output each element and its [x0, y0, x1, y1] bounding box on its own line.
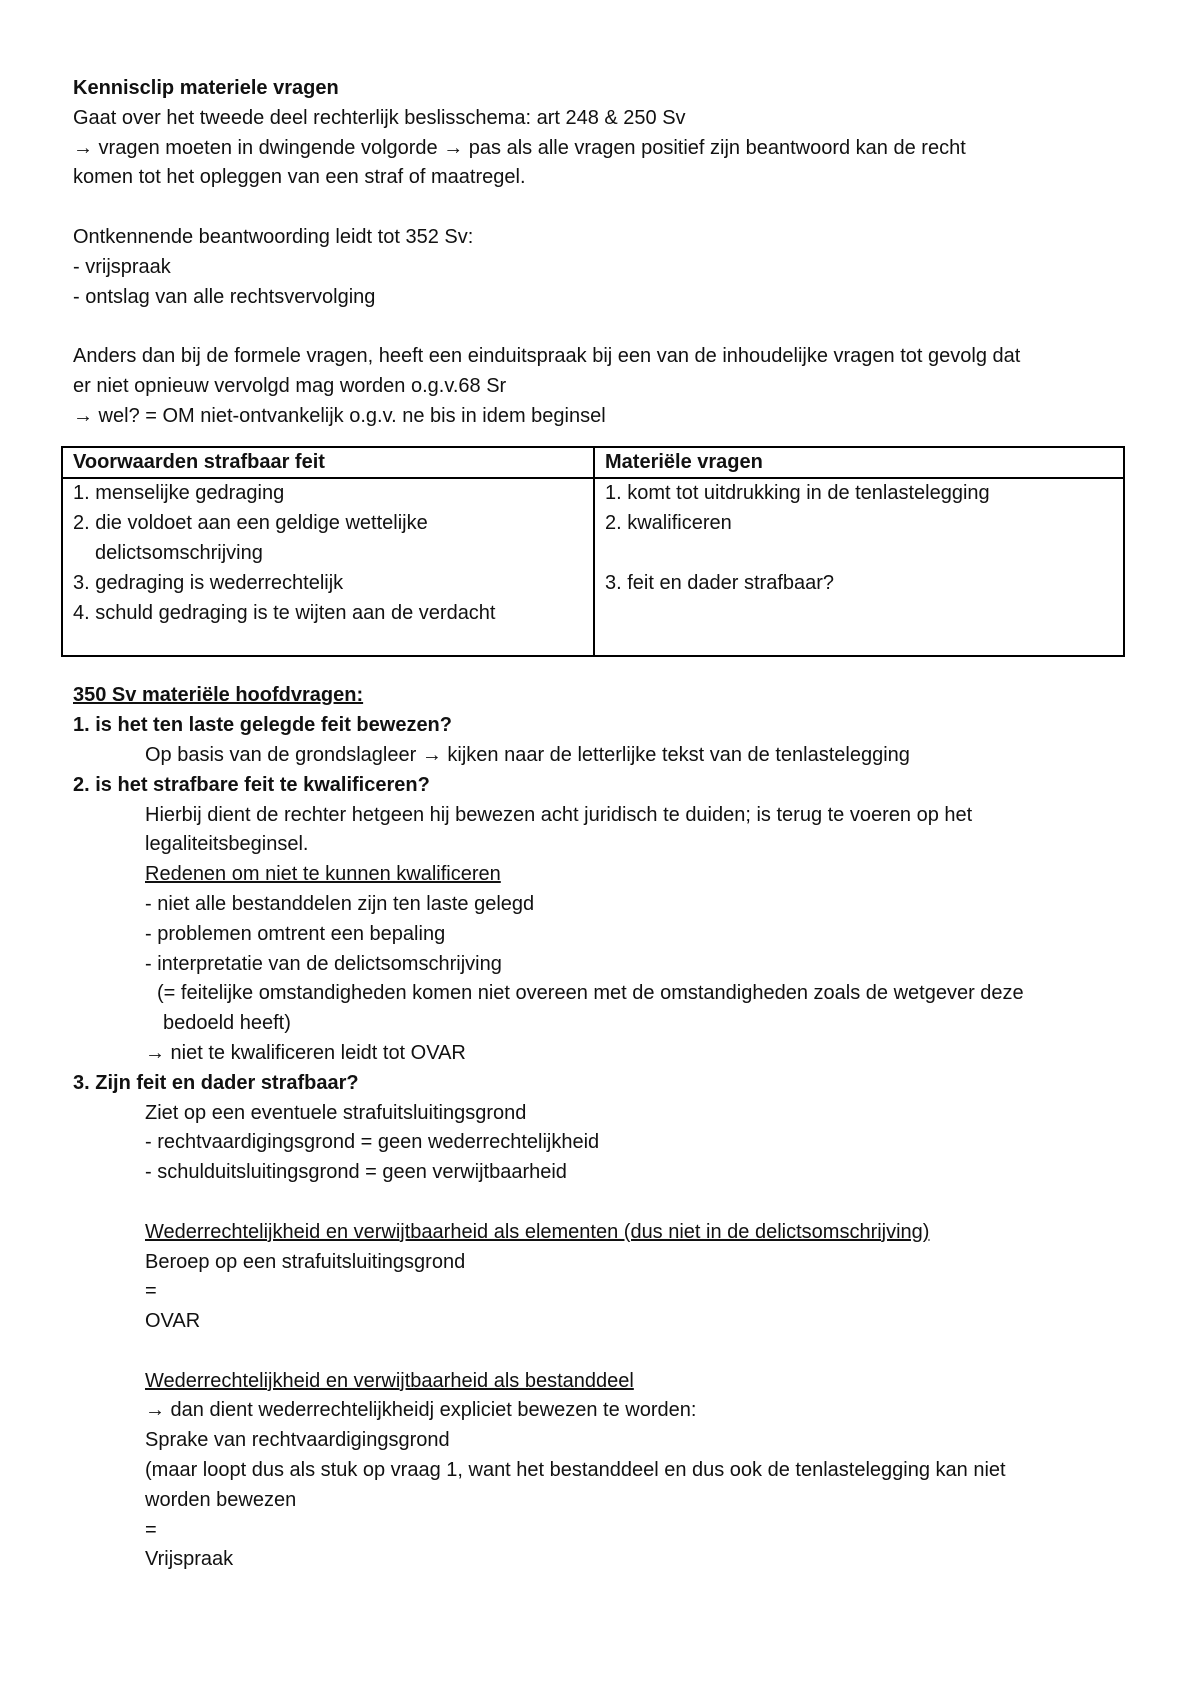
reason-note: bedoeld heeft) — [163, 1012, 291, 1035]
formal-line: → wel? = OM niet-ontvankelijk o.g.v. ne bis in idem beginsel — [73, 404, 606, 427]
reasons-heading: Redenen om niet te kunnen kwalificeren — [145, 863, 501, 886]
component-heading: Wederrechtelijkheid en verwijtbaarheid als bestanddeel — [145, 1369, 634, 1392]
intro-line: → vragen moeten in dwingende volgorde → pas als alle vragen positief zijn beantwoord kan de recht — [73, 136, 966, 159]
formal-line: er niet opnieuw vervolgd mag worden o.g.v.68 Sr — [73, 374, 507, 397]
elements-line: Beroep op een strafuitsluitingsgrond — [145, 1250, 466, 1273]
question-3-text: - schulduitsluitingsgrond = geen verwijtbaarheid — [145, 1161, 567, 1184]
negative-item: - vrijspraak — [73, 255, 171, 278]
elements-heading: Wederrechtelijkheid en verwijtbaarheid als elementen (dus niet in de delictsomschrijving) — [145, 1220, 930, 1243]
component-line: Sprake van rechtvaardigingsgrond — [145, 1429, 450, 1452]
document-page — [73, 74, 1133, 1575]
condition-item: 1. menselijke gedraging — [73, 482, 285, 505]
question-2-conclusion: → niet te kwalificeren leidt tot OVAR — [145, 1041, 466, 1064]
questions-cell — [594, 478, 1124, 656]
question-item: 1. komt tot uitdrukking in de tenlastelegging — [605, 482, 990, 505]
component-line: → dan dient wederrechtelijkheidj expliciet bewezen te worden: — [145, 1399, 697, 1422]
reason-item: - niet alle bestanddelen zijn ten laste gelegd — [145, 892, 535, 915]
negative-item: - ontslag van alle rechtsvervolging — [73, 285, 376, 308]
question-1-text: Op basis van de grondslagleer → kijken naar de letterlijke tekst van de tenlastelegging — [145, 743, 910, 766]
section-heading: 350 Sv materiële hoofdvragen: — [73, 684, 364, 707]
question-item: 3. feit en dader strafbaar? — [605, 571, 835, 594]
question-3-text: - rechtvaardigingsgrond = geen wederrechtelijkheid — [145, 1131, 600, 1154]
elements-line: OVAR — [145, 1310, 201, 1333]
question-2-text: legaliteitsbeginsel. — [145, 833, 309, 856]
condition-item: 2. die voldoet aan een geldige wettelijke — [73, 512, 428, 535]
question-3-text: Ziet op een eventuele strafuitsluitingsgrond — [145, 1101, 527, 1124]
question-item: 2. kwalificeren — [605, 512, 732, 535]
condition-item: delictsomschrijving — [95, 541, 263, 564]
question-2-text: Hierbij dient de rechter hetgeen hij bewezen acht juridisch te duiden; is terug te voeren op het — [145, 803, 973, 826]
formal-line: Anders dan bij de formele vragen, heeft een einduitspraak bij een van de inhoudelijke vragen tot gevolg dat — [73, 345, 1021, 368]
condition-item: 3. gedraging is wederrechtelijk — [73, 571, 344, 594]
question-2-title: 2. is het strafbare feit te kwalificeren? — [73, 773, 430, 796]
component-line: worden bewezen — [145, 1488, 297, 1511]
intro-line: Gaat over het tweede deel rechterlijk beslisschema: art 248 & 250 Sv — [73, 106, 686, 129]
condition-item: 4. schuld gedraging is te wijten aan de verdacht — [73, 601, 496, 624]
conditions-cell — [62, 478, 594, 656]
elements-line: = — [145, 1280, 157, 1303]
component-line: = — [145, 1518, 157, 1541]
reason-note: (= feitelijke omstandigheden komen niet overeen met de omstandigheden zoals de wetgever deze — [157, 982, 1024, 1005]
reason-item: - interpretatie van de delictsomschrijving — [145, 952, 502, 975]
comparison-table — [61, 446, 1125, 658]
question-1-title: 1. is het ten laste gelegde feit bewezen? — [73, 714, 452, 737]
component-line: (maar loopt dus als stuk op vraag 1, want het bestanddeel en dus ook de tenlastelegging kan niet — [145, 1459, 1006, 1482]
intro-line: komen tot het opleggen van een straf of maatregel. — [73, 166, 526, 189]
table-header-conditions: Voorwaarden strafbaar feit — [62, 447, 594, 479]
negative-heading: Ontkennende beantwoording leidt tot 352 Sv: — [73, 225, 474, 248]
table-header-questions: Materiële vragen — [594, 447, 1124, 479]
component-line: Vrijspraak — [145, 1548, 234, 1571]
question-3-title: 3. Zijn feit en dader strafbaar? — [73, 1071, 359, 1094]
reason-item: - problemen omtrent een bepaling — [145, 922, 446, 945]
document-title: Kennisclip materiele vragen — [73, 77, 339, 99]
